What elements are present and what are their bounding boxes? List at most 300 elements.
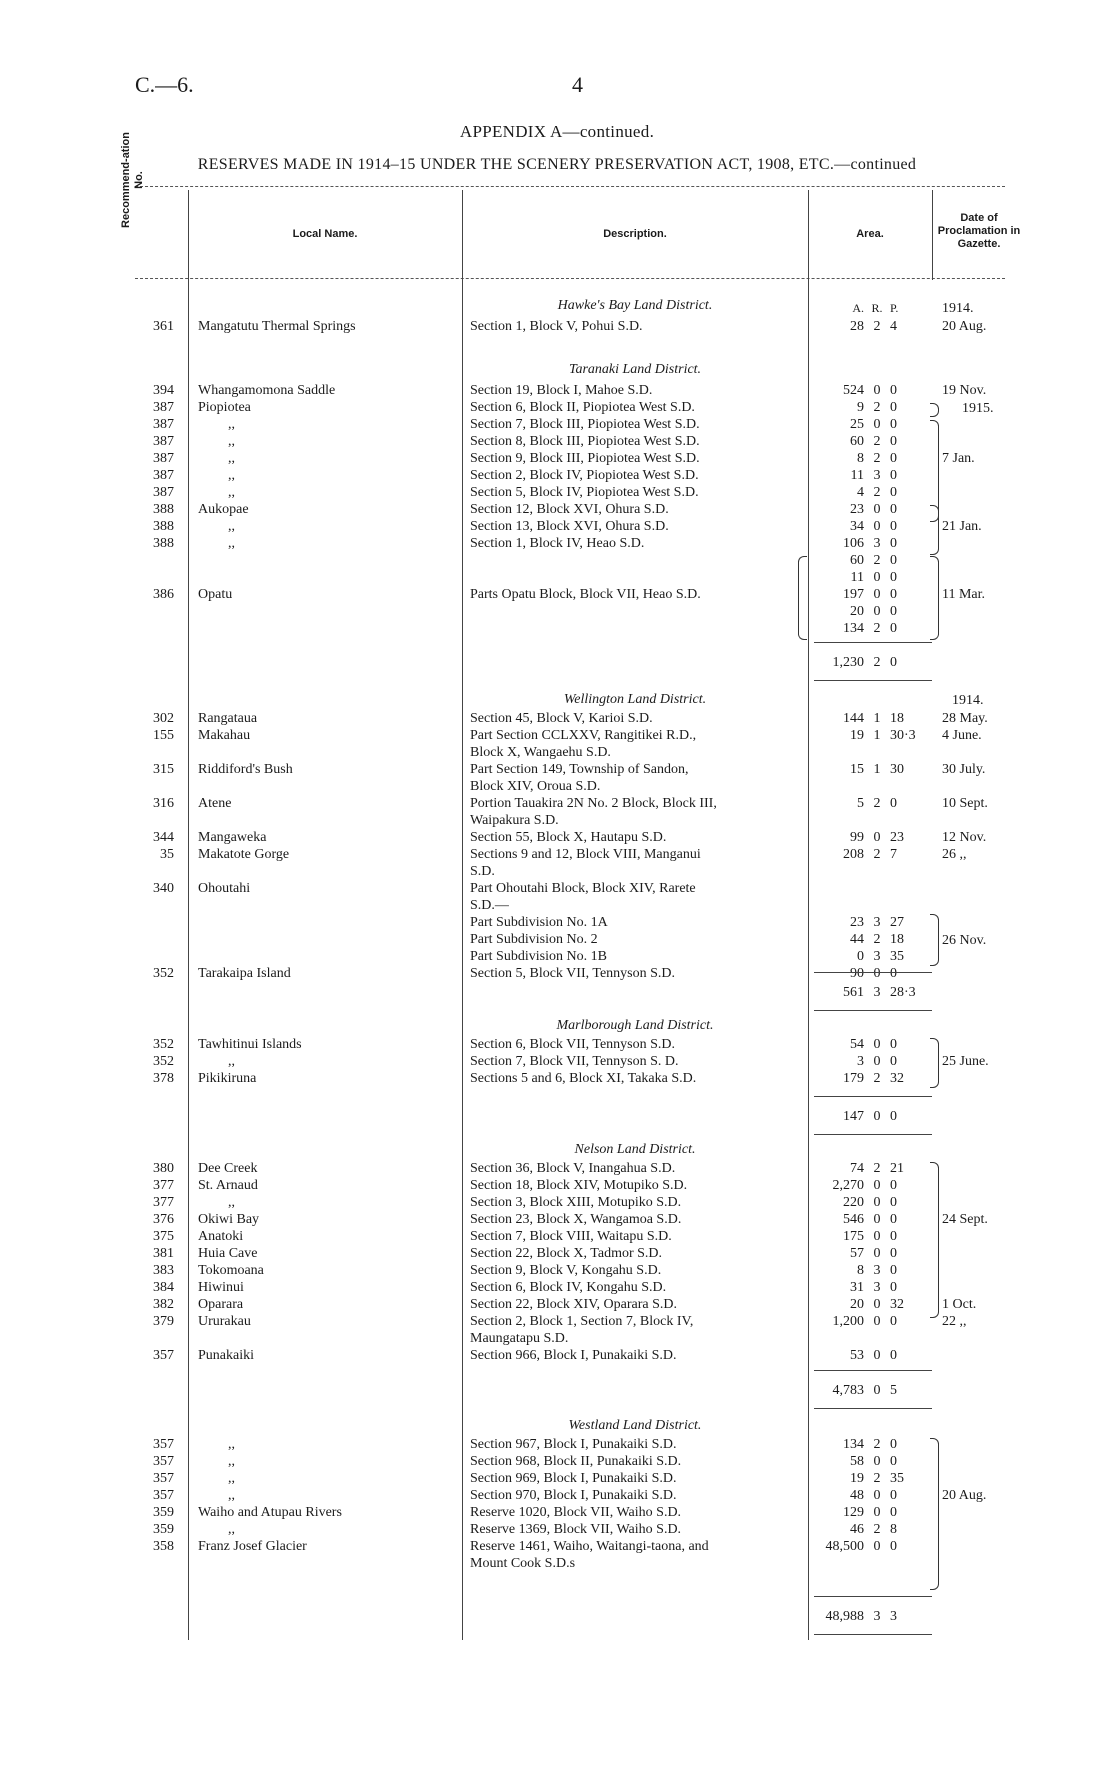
local-name: ,, bbox=[228, 1522, 235, 1537]
local-name: ,, bbox=[228, 451, 235, 466]
description: Section 6, Block II, Piopiotea West S.D. bbox=[470, 400, 695, 415]
description: Reserve 1461, Waiho, Waitangi-taona, and bbox=[470, 1539, 709, 1554]
area-roods: 2 bbox=[873, 1437, 881, 1452]
local-name: Rangataua bbox=[198, 711, 258, 726]
recommendation-no: 387 bbox=[153, 468, 174, 483]
area-roods: 0 bbox=[873, 1314, 881, 1329]
description: Section 1, Block IV, Heao S.D. bbox=[470, 536, 645, 551]
local-name: St. Arnaud bbox=[198, 1178, 258, 1193]
area-acres: 53 bbox=[850, 1348, 864, 1363]
local-name: Riddiford's Bush bbox=[198, 762, 293, 777]
total-perches: 0 bbox=[890, 655, 897, 670]
area-acres: 74 bbox=[850, 1161, 864, 1176]
area-acres: 4 bbox=[857, 485, 864, 500]
area-roods: 3 bbox=[873, 536, 881, 551]
date-brace bbox=[930, 403, 939, 417]
recommendation-no: 387 bbox=[153, 417, 174, 432]
recommendation-no: 388 bbox=[153, 502, 174, 517]
description: Section 12, Block XVI, Ohura S.D. bbox=[470, 502, 669, 517]
area-acres: 90 bbox=[850, 966, 864, 981]
area-perches-header: P. bbox=[890, 301, 899, 315]
area-acres: 99 bbox=[850, 830, 864, 845]
area-perches: 0 bbox=[890, 1195, 897, 1210]
area-perches: 7 bbox=[890, 847, 897, 862]
area-roods: 0 bbox=[873, 1488, 881, 1503]
total-acres: 561 bbox=[843, 985, 864, 1000]
area-acres: 129 bbox=[843, 1505, 864, 1520]
total-roods: 2 bbox=[873, 655, 881, 670]
description: Section 9, Block V, Kongahu S.D. bbox=[470, 1263, 662, 1278]
local-name: Franz Josef Glacier bbox=[198, 1539, 307, 1554]
area-perches: 0 bbox=[890, 1037, 897, 1052]
description: Section 6, Block IV, Kongahu S.D. bbox=[470, 1280, 667, 1295]
area-roods: 2 bbox=[873, 1522, 881, 1537]
description: Section 7, Block VII, Tennyson S. D. bbox=[470, 1054, 679, 1069]
proclamation-date: 10 Sept. bbox=[942, 796, 988, 811]
proclamation-date: 24 Sept. bbox=[942, 1212, 988, 1227]
recommendation-no: 357 bbox=[153, 1488, 174, 1503]
area-acres: 34 bbox=[850, 519, 864, 534]
area-acres: 15 bbox=[850, 762, 864, 777]
description: Parts Opatu Block, Block VII, Heao S.D. bbox=[470, 587, 701, 602]
date-brace bbox=[930, 914, 939, 966]
recommendation-no: 155 bbox=[153, 728, 174, 743]
total-roods: 0 bbox=[873, 1109, 881, 1124]
area-acres: 197 bbox=[843, 587, 864, 602]
local-name: ,, bbox=[228, 536, 235, 551]
area-perches: 0 bbox=[890, 1505, 897, 1520]
proclamation-date: 28 May. bbox=[942, 711, 988, 726]
section-heading-taranaki: Taranaki Land District. bbox=[568, 362, 702, 377]
local-name: ,, bbox=[228, 1437, 235, 1452]
local-name: Okiwi Bay bbox=[198, 1212, 260, 1227]
total-acres: 4,783 bbox=[832, 1383, 864, 1398]
recommendation-no: 378 bbox=[153, 1071, 174, 1086]
area-acres: 20 bbox=[850, 604, 864, 619]
local-name: Opatu bbox=[198, 587, 233, 602]
description: Section 22, Block XIV, Oparara S.D. bbox=[470, 1297, 677, 1312]
area-perches: 18 bbox=[890, 711, 904, 726]
description: Part Subdivision No. 2 bbox=[470, 932, 598, 947]
area-roods: 2 bbox=[873, 847, 881, 862]
area-roods: 2 bbox=[873, 1161, 881, 1176]
description: S.D.— bbox=[470, 898, 509, 913]
appendix-title: APPENDIX A—continued. bbox=[459, 122, 655, 141]
description: Part Subdivision No. 1B bbox=[470, 949, 607, 964]
area-perches: 0 bbox=[890, 383, 897, 398]
area-perches: 23 bbox=[890, 830, 904, 845]
proclamation-date: 4 June. bbox=[942, 728, 982, 743]
recommendation-no: 382 bbox=[153, 1297, 174, 1312]
total-perches: 3 bbox=[890, 1609, 897, 1624]
description: Section 2, Block IV, Piopiotea West S.D. bbox=[470, 468, 699, 483]
description: Reserve 1020, Block VII, Waiho S.D. bbox=[470, 1505, 682, 1520]
area-perches: 0 bbox=[890, 1280, 897, 1295]
total-rule bbox=[814, 1596, 932, 1597]
description: S.D. bbox=[470, 864, 495, 879]
header-local-name: Local Name. bbox=[292, 228, 358, 240]
area-perches: 0 bbox=[890, 966, 897, 981]
total-perches: 5 bbox=[890, 1383, 897, 1398]
local-name: Ururakau bbox=[198, 1314, 251, 1329]
header-area: Area. bbox=[856, 228, 884, 240]
area-roods: 3 bbox=[873, 915, 881, 930]
area-acres: 11 bbox=[850, 570, 864, 585]
area-roods: 0 bbox=[873, 1297, 881, 1312]
area-roods-header: R. bbox=[871, 301, 883, 315]
area-perches: 0 bbox=[890, 1054, 897, 1069]
area-acres: 28 bbox=[850, 319, 864, 334]
area-acres: 60 bbox=[850, 434, 864, 449]
total-acres: 1,230 bbox=[832, 655, 864, 670]
recommendation-no: 394 bbox=[153, 383, 174, 398]
area-acres: 8 bbox=[857, 451, 864, 466]
description: Part Section 149, Township of Sandon, bbox=[470, 762, 689, 777]
local-name: Atene bbox=[198, 796, 232, 811]
recommendation-no: 380 bbox=[153, 1161, 174, 1176]
local-name: Aukopae bbox=[198, 502, 249, 517]
area-roods: 2 bbox=[873, 796, 881, 811]
recommendation-no: 340 bbox=[153, 881, 174, 896]
description: Section 969, Block I, Punakaiki S.D. bbox=[470, 1471, 677, 1486]
area-acres: 23 bbox=[850, 502, 864, 517]
area-acres: 9 bbox=[857, 400, 864, 415]
description: Portion Tauakira 2N No. 2 Block, Block III, bbox=[470, 796, 717, 811]
section-heading-wellington: Wellington Land District. bbox=[563, 692, 707, 707]
recommendation-no: 384 bbox=[153, 1280, 174, 1295]
total-acres: 48,988 bbox=[825, 1609, 864, 1624]
description: Mount Cook S.D.s bbox=[470, 1556, 576, 1571]
area-roods: 1 bbox=[873, 728, 881, 743]
recommendation-no: 302 bbox=[153, 711, 174, 726]
area-acres: 44 bbox=[850, 932, 864, 947]
description: Part Subdivision No. 1A bbox=[470, 915, 608, 930]
local-name: ,, bbox=[228, 417, 235, 432]
area-acres: 220 bbox=[843, 1195, 864, 1210]
area-roods: 3 bbox=[873, 1263, 881, 1278]
area-roods: 3 bbox=[873, 1280, 881, 1295]
area-perches: 8 bbox=[890, 1522, 897, 1537]
local-name: Makahau bbox=[198, 728, 251, 743]
area-perches: 35 bbox=[890, 1471, 904, 1486]
area-perches: 0 bbox=[890, 1263, 897, 1278]
recommendation-no: 375 bbox=[153, 1229, 174, 1244]
recommendation-no: 387 bbox=[153, 400, 174, 415]
area-perches: 0 bbox=[890, 502, 897, 517]
table-title: RESERVES MADE IN 1914–15 UNDER THE SCENERY PRESERVATION ACT, 1908, ETC.—continued bbox=[197, 156, 917, 173]
total-rule bbox=[814, 1408, 932, 1409]
total-perches: 28·3 bbox=[890, 985, 916, 1000]
header-date: Date of Proclamation in Gazette. bbox=[937, 212, 1021, 250]
area-acres: 48,500 bbox=[825, 1539, 864, 1554]
recommendation-no: 352 bbox=[153, 1037, 174, 1052]
recommendation-no: 376 bbox=[153, 1212, 174, 1227]
recommendation-no: 357 bbox=[153, 1348, 174, 1363]
area-perches: 4 bbox=[890, 319, 897, 334]
col-divider-3 bbox=[808, 190, 809, 1640]
proclamation-date: 12 Nov. bbox=[942, 830, 987, 845]
recommendation-no: 379 bbox=[153, 1314, 174, 1329]
recommendation-no: 377 bbox=[153, 1178, 174, 1193]
local-name: Piopiotea bbox=[198, 400, 251, 415]
area-roods: 0 bbox=[873, 1348, 881, 1363]
area-acres: 0 bbox=[857, 949, 864, 964]
local-name: Pikikiruna bbox=[198, 1071, 257, 1086]
area-perches: 32 bbox=[890, 1071, 904, 1086]
recommendation-no: 388 bbox=[153, 536, 174, 551]
area-roods: 1 bbox=[873, 762, 881, 777]
area-roods: 0 bbox=[873, 1054, 881, 1069]
proclamation-date: 7 Jan. bbox=[942, 451, 975, 466]
total-rule bbox=[814, 642, 932, 643]
description: Sections 5 and 6, Block XI, Takaka S.D. bbox=[470, 1071, 697, 1086]
recommendation-no: 388 bbox=[153, 519, 174, 534]
area-acres: 134 bbox=[843, 621, 864, 636]
local-name: ,, bbox=[228, 519, 235, 534]
area-roods: 0 bbox=[873, 519, 881, 534]
description: Section 968, Block II, Punakaiki S.D. bbox=[470, 1454, 682, 1469]
description: Section 19, Block I, Mahoe S.D. bbox=[470, 383, 653, 398]
area-roods: 2 bbox=[873, 553, 881, 568]
area-perches: 35 bbox=[890, 949, 904, 964]
area-acres: 54 bbox=[850, 1037, 864, 1052]
page-ref: C.—6. bbox=[135, 72, 194, 97]
year-label: 1914. bbox=[942, 301, 974, 316]
proclamation-date: 20 Aug. bbox=[942, 1488, 987, 1503]
proclamation-date: 1 Oct. bbox=[942, 1297, 977, 1312]
description: Part Ohoutahi Block, Block XIV, Rarete bbox=[470, 881, 696, 896]
area-roods: 2 bbox=[873, 621, 881, 636]
area-roods: 0 bbox=[873, 1229, 881, 1244]
recommendation-no: 387 bbox=[153, 434, 174, 449]
recommendation-no: 35 bbox=[160, 847, 174, 862]
date-brace bbox=[930, 1038, 939, 1088]
local-name: Mangaweka bbox=[198, 830, 267, 845]
description: Section 18, Block XIV, Motupiko S.D. bbox=[470, 1178, 688, 1193]
area-roods: 0 bbox=[873, 604, 881, 619]
area-acres: 8 bbox=[857, 1263, 864, 1278]
area-perches: 30·3 bbox=[890, 728, 916, 743]
area-roods: 0 bbox=[873, 417, 881, 432]
area-roods: 0 bbox=[873, 1246, 881, 1261]
description: Maungatapu S.D. bbox=[470, 1331, 569, 1346]
description: Section 7, Block III, Piopiotea West S.D. bbox=[470, 417, 700, 432]
area-roods: 2 bbox=[873, 485, 881, 500]
recommendation-no: 359 bbox=[153, 1522, 174, 1537]
area-roods: 0 bbox=[873, 1539, 881, 1554]
description: Section 55, Block X, Hautapu S.D. bbox=[470, 830, 667, 845]
area-perches: 0 bbox=[890, 1539, 897, 1554]
recommendation-no: 383 bbox=[153, 1263, 174, 1278]
recommendation-no: 387 bbox=[153, 451, 174, 466]
local-name: ,, bbox=[228, 1454, 235, 1469]
area-perches: 0 bbox=[890, 587, 897, 602]
description: Reserve 1369, Block VII, Waiho S.D. bbox=[470, 1522, 682, 1537]
area-acres-header: A. bbox=[852, 301, 864, 315]
area-roods: 0 bbox=[873, 383, 881, 398]
area-roods: 0 bbox=[873, 1195, 881, 1210]
area-roods: 0 bbox=[873, 502, 881, 517]
local-name: Huia Cave bbox=[198, 1246, 258, 1261]
area-roods: 2 bbox=[873, 1071, 881, 1086]
proclamation-date: 21 Jan. bbox=[942, 519, 982, 534]
date-brace bbox=[930, 556, 939, 640]
section-heading-westland: Westland Land District. bbox=[568, 1418, 702, 1433]
description: Section 23, Block X, Wangamoa S.D. bbox=[470, 1212, 682, 1227]
area-roods: 0 bbox=[873, 1505, 881, 1520]
area-perches: 0 bbox=[890, 1348, 897, 1363]
description: Section 13, Block XVI, Ohura S.D. bbox=[470, 519, 669, 534]
area-perches: 0 bbox=[890, 1437, 897, 1452]
area-roods: 0 bbox=[873, 1212, 881, 1227]
local-name: ,, bbox=[228, 1488, 235, 1503]
section-heading-hawkes: Hawke's Bay Land District. bbox=[557, 298, 713, 313]
proclamation-date: 19 Nov. bbox=[942, 383, 987, 398]
description: Part Section CCLXXV, Rangitikei R.D., bbox=[470, 728, 697, 743]
local-name: Mangatutu Thermal Springs bbox=[198, 319, 356, 334]
header-description: Description. bbox=[603, 228, 667, 240]
area-roods: 0 bbox=[873, 830, 881, 845]
total-acres: 147 bbox=[843, 1109, 864, 1124]
area-acres: 57 bbox=[850, 1246, 864, 1261]
area-perches: 0 bbox=[890, 1488, 897, 1503]
area-roods: 0 bbox=[873, 1454, 881, 1469]
area-perches: 0 bbox=[890, 468, 897, 483]
area-perches: 0 bbox=[890, 536, 897, 551]
description: Section 36, Block V, Inangahua S.D. bbox=[470, 1161, 676, 1176]
total-roods: 3 bbox=[873, 985, 881, 1000]
local-name: Tarakaipa Island bbox=[198, 966, 291, 981]
local-name: Punakaiki bbox=[198, 1348, 254, 1363]
col-divider-2 bbox=[462, 190, 463, 1640]
local-name: Hiwinui bbox=[198, 1280, 244, 1295]
area-perches: 0 bbox=[890, 570, 897, 585]
area-acres: 208 bbox=[843, 847, 864, 862]
area-acres: 524 bbox=[843, 383, 864, 398]
description: Section 45, Block V, Karioi S.D. bbox=[470, 711, 653, 726]
area-acres: 106 bbox=[843, 536, 864, 551]
local-name: Tokomoana bbox=[198, 1263, 264, 1278]
local-name: Ohoutahi bbox=[198, 881, 251, 896]
area-perches: 0 bbox=[890, 451, 897, 466]
area-acres: 31 bbox=[850, 1280, 864, 1295]
total-roods: 3 bbox=[873, 1609, 881, 1624]
date-brace bbox=[930, 1162, 939, 1318]
area-perches: 0 bbox=[890, 400, 897, 415]
area-acres: 48 bbox=[850, 1488, 864, 1503]
local-name: Makatote Gorge bbox=[198, 847, 290, 862]
total-roods: 0 bbox=[873, 1383, 881, 1398]
col-divider-4 bbox=[932, 190, 933, 280]
section-heading-nelson: Nelson Land District. bbox=[574, 1142, 696, 1157]
col-divider-1 bbox=[188, 190, 189, 1640]
recommendation-no: 315 bbox=[153, 762, 174, 777]
area-roods: 2 bbox=[873, 451, 881, 466]
area-roods: 2 bbox=[873, 1471, 881, 1486]
area-roods: 0 bbox=[873, 587, 881, 602]
local-name: Waiho and Atupau Rivers bbox=[198, 1505, 342, 1520]
total-rule bbox=[814, 1096, 932, 1097]
proclamation-date: 25 June. bbox=[942, 1054, 989, 1069]
area-acres: 23 bbox=[850, 915, 864, 930]
proclamation-date: 20 Aug. bbox=[942, 319, 987, 334]
total-rule bbox=[814, 680, 932, 681]
area-perches: 0 bbox=[890, 1178, 897, 1193]
header-top-rule bbox=[135, 186, 1005, 187]
recommendation-no: 386 bbox=[153, 587, 174, 602]
area-acres: 19 bbox=[850, 1471, 864, 1486]
area-perches: 21 bbox=[890, 1161, 904, 1176]
recommendation-no: 357 bbox=[153, 1437, 174, 1452]
local-name: Tawhitinui Islands bbox=[198, 1037, 302, 1052]
area-acres: 25 bbox=[850, 417, 864, 432]
description: Section 7, Block VIII, Waitapu S.D. bbox=[470, 1229, 672, 1244]
page-number: 4 bbox=[572, 72, 583, 97]
area-acres: 60 bbox=[850, 553, 864, 568]
description: Section 967, Block I, Punakaiki S.D. bbox=[470, 1437, 677, 1452]
recommendation-no: 357 bbox=[153, 1454, 174, 1469]
description: Section 5, Block VII, Tennyson S.D. bbox=[470, 966, 675, 981]
recommendation-no: 361 bbox=[153, 319, 174, 334]
area-perches: 0 bbox=[890, 553, 897, 568]
local-name: ,, bbox=[228, 434, 235, 449]
description: Sections 9 and 12, Block VIII, Manganui bbox=[470, 847, 701, 862]
recommendation-no: 352 bbox=[153, 1054, 174, 1069]
year-label: 1914. bbox=[952, 693, 984, 708]
area-acres: 144 bbox=[843, 711, 864, 726]
recommendation-no: 387 bbox=[153, 485, 174, 500]
local-name: Whangamomona Saddle bbox=[198, 383, 336, 398]
proclamation-date: 11 Mar. bbox=[942, 587, 986, 602]
area-roods: 0 bbox=[873, 966, 881, 981]
area-perches: 0 bbox=[890, 796, 897, 811]
description: Section 5, Block IV, Piopiotea West S.D. bbox=[470, 485, 699, 500]
area-perches: 0 bbox=[890, 621, 897, 636]
area-acres: 46 bbox=[850, 1522, 864, 1537]
area-roods: 2 bbox=[873, 434, 881, 449]
recommendation-no: 357 bbox=[153, 1471, 174, 1486]
area-acres: 19 bbox=[850, 728, 864, 743]
area-roods: 3 bbox=[873, 949, 881, 964]
proclamation-date: 22 ,, bbox=[942, 1314, 967, 1329]
area-acres: 175 bbox=[843, 1229, 864, 1244]
area-acres: 3 bbox=[857, 1054, 864, 1069]
area-perches: 0 bbox=[890, 485, 897, 500]
recommendation-no: 359 bbox=[153, 1505, 174, 1520]
description: Section 22, Block X, Tadmor S.D. bbox=[470, 1246, 663, 1261]
description: Section 2, Block 1, Section 7, Block IV, bbox=[470, 1314, 694, 1329]
description: Block XIV, Oroua S.D. bbox=[470, 779, 601, 794]
area-acres: 11 bbox=[850, 468, 864, 483]
area-roods: 2 bbox=[873, 932, 881, 947]
area-acres: 179 bbox=[843, 1071, 864, 1086]
description: Section 8, Block III, Piopiotea West S.D. bbox=[470, 434, 700, 449]
local-name: Anatoki bbox=[198, 1229, 244, 1244]
area-roods: 2 bbox=[873, 319, 881, 334]
area-perches: 0 bbox=[890, 1454, 897, 1469]
recommendation-no: 358 bbox=[153, 1539, 174, 1554]
area-acres: 5 bbox=[857, 796, 864, 811]
header-bottom-rule bbox=[135, 278, 1005, 279]
recommendation-no: 381 bbox=[153, 1246, 174, 1261]
total-rule bbox=[814, 1010, 932, 1011]
recommendation-no: 377 bbox=[153, 1195, 174, 1210]
header-recommendation: Recommend-ation No. bbox=[120, 132, 145, 228]
area-perches: 0 bbox=[890, 1229, 897, 1244]
description: Waipakura S.D. bbox=[470, 813, 559, 828]
description: Section 966, Block I, Punakaiki S.D. bbox=[470, 1348, 677, 1363]
proclamation-date: 26 ,, bbox=[942, 847, 967, 862]
